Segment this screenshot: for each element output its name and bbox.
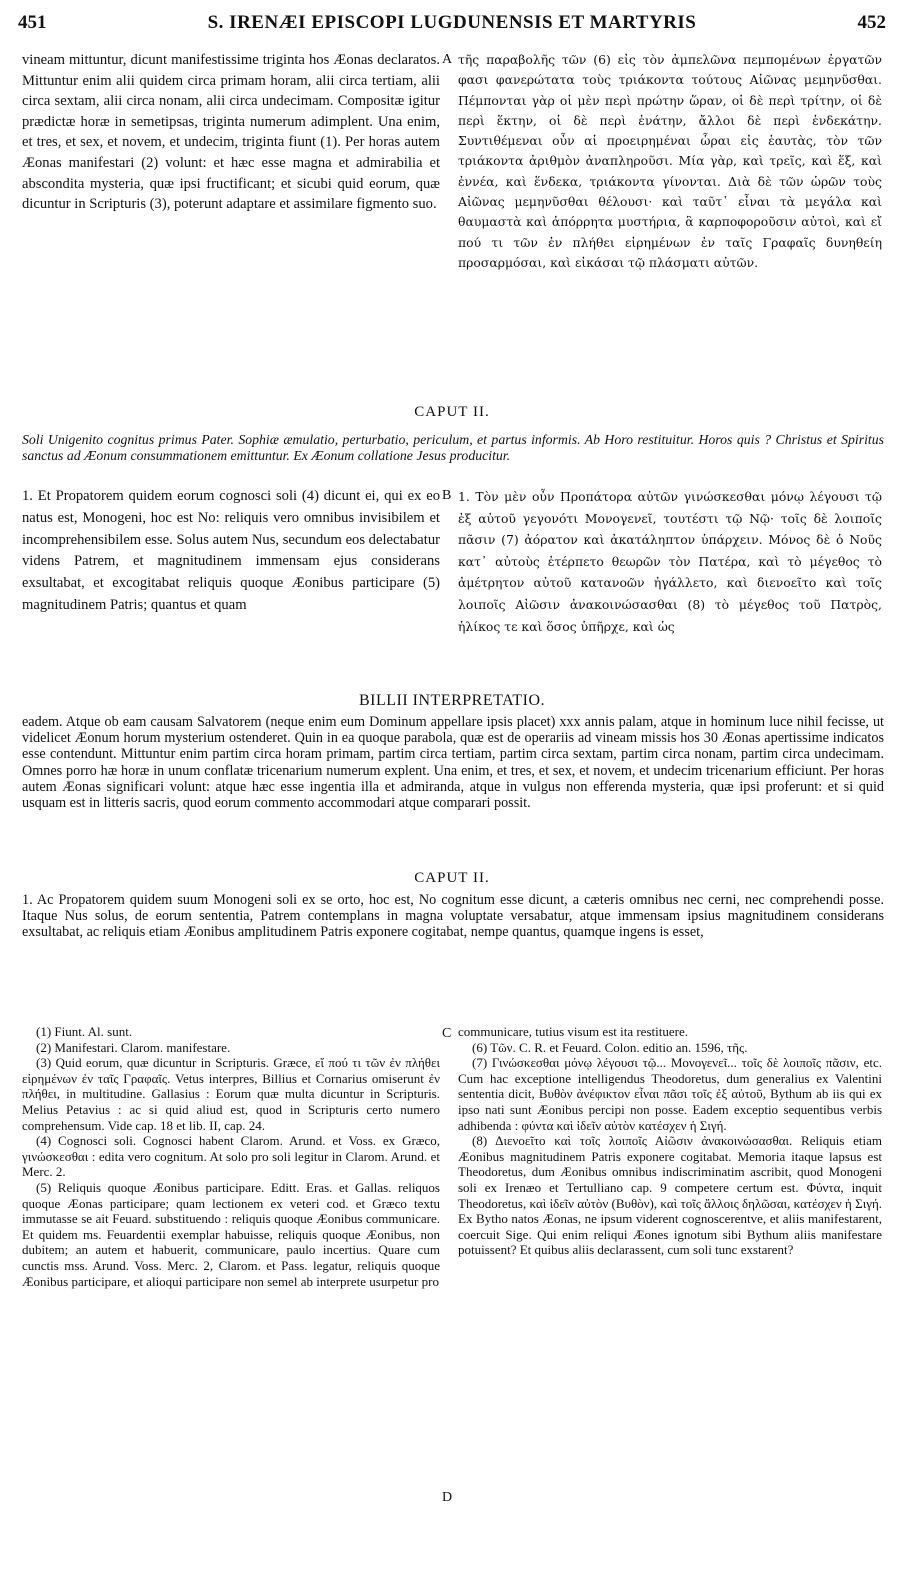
page-number-right: 452 (857, 12, 886, 33)
footnote: (5) Reliquis quoque Æonibus participare. Editt. Eras. et Gallas. reliquos quoque Æonas participare; quam lectionem ex veteri cod. et Græco textu immutasse se ait Feuard. substituendo : reliquis quoque Æonibus communicare. Et quidem ms. Feuardentii exemplar habuisse, reliquis quoque Æonibus, non dubitem; an autem et habuerit, communicare, paulo incertius. Quare cum cunctis mss. Arund. Voss. Merc. 2, Clarom. et Pass. legatur, reliquis quoque Æonibus participare, et alioqui participare non semel ab interprete usurpetur pro (22, 1179, 440, 1289)
running-header (18, 12, 886, 40)
margin-mark-c: C (442, 1026, 452, 1041)
footnote: (1) Fiunt. Al. sunt. (36, 1024, 133, 1039)
margin-mark-a: A (442, 52, 453, 67)
caput-heading-1: CAPUT II. (414, 404, 490, 420)
page-number-left: 451 (18, 12, 47, 33)
margin-mark-d: D (442, 1490, 453, 1505)
billii-caput-text: 1. Ac Propatorem quidem suum Monogeni soli ex se orto, hoc est, No cognitum esse dicunt, a cæteris omnibus nec cerni, nec comprehendi posse. Itaque Nus solus, de eorum sententia, Patrem contemplans in magna voluptate versabatur, atque immensam ipsius magnitudinem considerans exsultabat, ac reliquis etiam Æonibus amplitudinem Patris exponere cogitabat, nempe quantus, quamque ingens is esset, (22, 892, 884, 941)
billii-text: eadem. Atque ob eam causam Salvatorem (neque enim eum Dominum appellare ipsis placet) xxx annis palam, atque in hominum luce nihil fecisse, ut videlicet Æonum horum mysterium ostenderet. Quin in ea quoque parabola, quæ est de operariis ad vineam missis hos 30 Æonas apertissime indicatos esse contendunt. Mittuntur enim partim circa horam primam, partim circa tertiam, partim circa sextam, partim circa nonam, partim circa undecimam. Omnes porro hæ horæ in unum conflatæ tricenarium numerum explent. Una enim, et tres, et sex, et novem, et undecim tricenarium efficiunt. Per horas autem Æonas significari volunt: atque hæc esse ingentia illa et admiranda, atque in vulgus non efferenda mysteria, quæ ipsi proferunt: et si quid usquam est in litteris sacris, quod eorum commento accommodari atque comparari possit. (22, 714, 884, 812)
footnote: (6) Τῶν. C. R. et Feuard. Colon. editio an. 1596, τῆς. (472, 1039, 748, 1055)
margin-mark-b: B (442, 488, 452, 503)
caput-heading-2: CAPUT II. (414, 870, 490, 886)
footnote: (2) Manifestari. Clarom. manifestare. (36, 1039, 231, 1055)
footnote: (8) Διενοεῖτο καὶ τοῖς λοιποῖς Αἰῶσιν ἀνακοινώσασθαι. Reliquis etiam Æonibus magnitudinem Patris exponere cogitabat. Memoria itaque lapsus est Theodoretus, dum Æonibus omnibus indiscriminatim ascribit, quod Monogeni soli ex Irenæo et Tertulliano cap. 9 competere certum est. Φύντα, inquit Theodoretus, καὶ ἰδεῖν αὐτὸν (Βυθὸν), καὶ τοῖς ἄλλοις δηλῶσαι, κατέσχεν ἡ Σιγή. Ex Bytho natos Æonas, ne ipsum viderent cognoscerentve, et aliis manifestarent, coercuit Sige. Qui enim reliqui Æones ignotum sibi Bythum aliis manifestare potuissent? Et quibus aliis declarassent, cum soli tunc exstarent? (458, 1133, 882, 1258)
footnote: (7) Γινώσκεσθαι μόνῳ λέγουσι τῷ... Μονογενεῖ... τοῖς δὲ λοιποῖς πᾶσιν, etc. Cum hac exceptione intelligendus Theodoretus, dum generalius ex Valentini sententia dicit, Βυθὸν ἀνέφικτον εἶναι πᾶσι τοῖς ἐξ αὐτοῦ, Bythum ab iis qui ex ipso nati sunt Æonibus percipi non posse. Eadem exceptio sequentibus verbis adhibenda : φύντα καὶ ἰδεῖν αὐτὸν κατέσχεν ἡ Σιγή. (458, 1055, 882, 1133)
footnotes-left (22, 1024, 440, 1289)
footnotes-right (458, 1024, 882, 1258)
chapter-summary: Soli Unigenito cognitus primus Pater. Sophiæ æmulatio, perturbatio, periculum, et partus informis. Ab Horo restituitur. Horos quis ? Christus et Spiritus sanctus ad Æonum consummationem emittuntur. Ex Æonum collatione Jesus producitur. (22, 432, 884, 463)
billii-heading: BILLII INTERPRETATIO. (358, 692, 546, 709)
running-title: S. IRENÆI EPISCOPI LUGDUNENSIS ET MARTYRIS (207, 12, 697, 33)
latin-column-1: vineam mittuntur, dicunt manifestissime triginta hos Æonas declaratos. Mittuntur enim alii quidem circa primam horam, alii circa tertiam, alii circa sextam, alii circa nonam, alii circa undecimam. Compositæ igitur prædictæ horæ in semetipsas, triginta numerum adimplent. Una enim, et tres, et sex, et novem, et undecim, triginta fiunt (1). Per horas autem Æonas manifestari (2) volunt: et hæc esse magna et admirabilia et abscondita mysteria, quæ ipsi fructificant; et sicubi quid eorum, quæ dicuntur in Scripturis (3), poterunt adaptare et assimilare figmento suo. (22, 52, 440, 213)
latin-column-2: 1. Et Propatorem quidem eorum cognosci soli (4) dicunt ei, qui ex eo natus est, Monogeni, hoc est No: reliquis vero omnibus invisibilem et incomprehensibilem esse. Solus autem Nus, secundum eos delectabatur videns Patrem, et magnitudinem immensam ejus considerans exsultabat, et excogitabat reliquis quoque Æonibus participare (5) magnitudinem Patris; quantus et quam (22, 488, 440, 613)
footnote: (3) Quid eorum, quæ dicuntur in Scripturis. Græce, εἴ πού τι τῶν ἐν πλήθει εἰρημένων ἐν ταῖς Γραφαῖς. Vetus interpres, Billius et Cornarius omiserunt ἐν πλήθει, in multitudine. Gallasius : Eorum quæ multa dicuntur in Scripturis. Melius Petavius : ac si quid aliud est, quod in Scripturis certo numero comprehensum. Vide cap. 18 et lib. II, cap. 24. (22, 1055, 440, 1133)
footnote: (4) Cognosci soli. Cognosci habent Clarom. Arund. et Voss. ex Græco, γινώσκεσθαι : edita vero cognitum. At solo pro soli legitur in Clarom. Arund. et Merc. 2. (22, 1133, 440, 1180)
greek-column-1: τῆς παραβολῆς τῶν (6) εἰς τὸν ἀμπελῶνα πεμπομένων ἐργατῶν φασι φανερώτατα τοὺς τριάκοντα τούτους Αἰῶνας μεμηνῦσθαι. Πέμπονται γὰρ οἱ μὲν περὶ πρώτην ὥραν, οἱ δὲ περὶ τρίτην, οἱ δὲ περὶ ἕκτην, οἱ δὲ περὶ ἐνάτην, ἄλλοι δὲ περὶ ἑνδεκάτην. Συντιθέμεναι οὖν αἱ προειρημέναι ὧραι εἰς ἑαυτὰς, τὸν τῶν τριάκοντα ἀριθμὸν ἀναπληροῦσι. Μία γὰρ, καὶ τρεῖς, καὶ ἕξ, καὶ ἐννέα, καὶ ἕνδεκα, τριάκοντα γίνονται. Διὰ δὲ τῶν ὡρῶν τοὺς Αἰῶνας μεμηνῦσθαι θέλουσι· καὶ ταῦτ᾽ εἶναι τὰ μεγάλα καὶ θαυμαστὰ καὶ ἀπόρρητα μυστήρια, ἃ καρποφοροῦσιν αὐτοὶ, καὶ εἴ πού τι τῶν ἐν πλήθει εἰρημένων ἐν ταῖς Γραφαῖς δυνηθείη προσαρμόσαι, καὶ εἰκάσαι τῷ πλάσματι αὐτῶν. (458, 52, 882, 270)
footnote: communicare, tutius visum est ita restituere. (458, 1024, 688, 1039)
greek-column-2: 1. Τὸν μὲν οὖν Προπάτορα αὐτῶν γινώσκεσθαι μόνῳ λέγουσι τῷ ἐξ αὐτοῦ γεγονότι Μονογενεῖ, τουτέστι τῷ Νῷ· τοῖς δὲ λοιποῖς πᾶσιν (7) ἀόρατον καὶ ἀκατάληπτον ὑπάρχειν. Μόνος δὲ ὁ Νοῦς κατ᾽ αὐτοὺς ἐτέρπετο θεωρῶν τὸν Πατέρα, καὶ τὸ μέγεθος τὸ ἀμέτρητον αὐτοῦ κατανοῶν ἠγάλλετο, καὶ διενοεῖτο καὶ τοῖς λοιποῖς Αἰῶσιν ἀνακοινώσασθαι (8) τὸ μέγεθος τοῦ Πατρὸς, ἡλίκος τε καὶ ὅσος ὑπῆρχε, καὶ ὡς (458, 489, 882, 634)
